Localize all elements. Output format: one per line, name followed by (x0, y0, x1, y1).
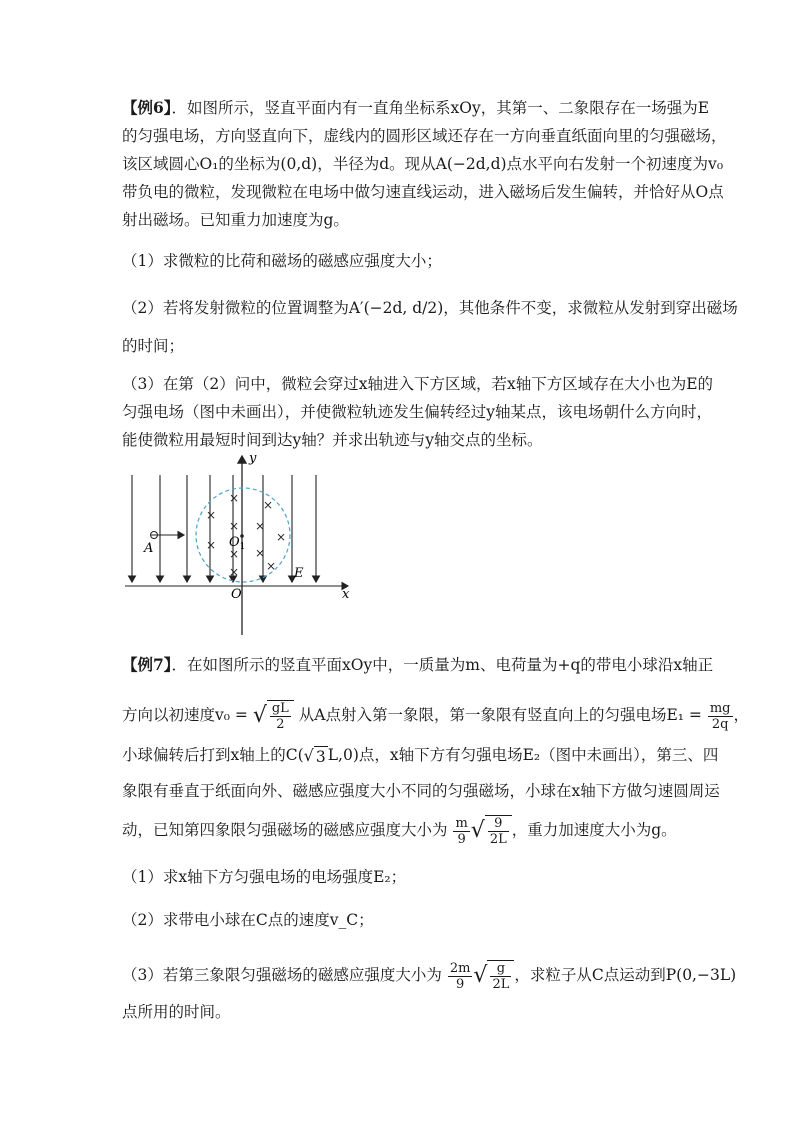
sqrt-3: 3 (315, 747, 326, 766)
ex6-question-1: （1）求微粒的比荷和磁场的磁感应强度大小； (122, 252, 442, 270)
ex7-line-5 (122, 815, 677, 847)
label-origin: O (231, 587, 242, 602)
ex7-question-3 (122, 960, 736, 992)
label-o1: $O_1$ (229, 535, 246, 552)
frac-num: 9 (488, 816, 509, 832)
label-x: x (342, 587, 350, 602)
cross-mark: × (276, 530, 287, 544)
cross-mark: × (263, 498, 274, 512)
ex6-question-2b: 的时间； (122, 337, 185, 355)
frac-num: mg (709, 700, 731, 716)
frac-num: 2m (449, 960, 471, 976)
cross-mark: × (255, 519, 266, 533)
ex6-question-2a: （2）若将发射微粒的位置调整为A′(−2d, d/2)，其他条件不变，求微粒从发射到穿出磁场 (122, 299, 738, 317)
sqrt-sign: √ (252, 703, 267, 728)
cross-mark: × (266, 559, 277, 573)
ex7-text-1: ．在如图所示的竖直平面xOy中，一质量为m、电荷量为+q的带电小球沿x轴正 (171, 656, 714, 674)
ex7-text-3b: L,0)点，x轴下方有匀强电场E₂（图中未画出），第三、四 (327, 746, 719, 764)
frac-m-9 (453, 816, 469, 847)
ex7-line-4: 象限有垂直于纸面向外、磁感应强度大小不同的匀强磁场，小球在x轴下方做匀速圆周运 (122, 782, 720, 800)
ex7-v0-text: 方向以初速度v₀ = (122, 706, 248, 724)
ex7-q3-text-a: （3）若第三象限匀强磁场的磁感应强度大小为 (122, 966, 442, 984)
ex6-line-4: 带负电的微粒，发现微粒在电场中做匀速直线运动，进入磁场后发生偏转，并恰好从O点 (122, 183, 724, 201)
frac-2m-9 (448, 961, 473, 992)
ex7-question-3b: 点所用的时间。 (122, 1003, 231, 1021)
frac-num: m (455, 815, 468, 831)
frac-gl-2 (270, 701, 291, 732)
ex7-question-1: （1）求x轴下方匀强电场的电场强度E₂； (122, 868, 407, 886)
cross-mark: × (229, 547, 240, 561)
ex6-question-3c: 能使微粒用最短时间到达y轴？并求出轨迹与y轴交点的坐标。 (122, 431, 543, 449)
ex6-line-1 (122, 98, 709, 118)
ex6-line-5: 射出磁场。已知重力加速度为g。 (122, 211, 349, 229)
ex7-line-1 (122, 655, 713, 675)
sqrt-sign: √ (473, 963, 488, 988)
cross-mark: × (255, 546, 266, 560)
ex7-line-3 (122, 745, 718, 767)
ex7-text-2: 从A点射入第一象限，第一象限有竖直向上的匀强电场E₁ = (298, 706, 702, 724)
label-a: A (144, 541, 154, 556)
ex6-text-1: ．如图所示，竖直平面内有一直角坐标系xOy，其第一、二象限存在一场强为E (171, 99, 710, 117)
ex6-figure (120, 450, 370, 640)
sqrt-gl-2 (267, 700, 294, 732)
frac-den: 2q (711, 716, 729, 732)
ex7-line-2 (122, 700, 749, 732)
sqrt-9-2l (485, 815, 512, 847)
ex7-title: 【例7】 (122, 655, 172, 674)
cross-mark: × (206, 538, 217, 552)
ex6-line-3: 该区域圆心O₁的坐标为(0,d)，半径为d。现从A(−2d,d)点水平向右发射一个初速度为v₀ (122, 155, 724, 173)
sqrt-sign: √ (470, 818, 485, 843)
ex7-q3-text-b: ，求粒子从C点运动到P(0,−3L) (514, 966, 737, 984)
ex6-line-2: 的匀强电场，方向竖直向下，虚线内的圆形区域还存在一方向垂直纸面向里的匀强磁场， (122, 127, 727, 145)
label-e: E (294, 566, 304, 581)
frac-den: 9 (455, 976, 465, 992)
frac-g-2l (490, 961, 511, 992)
frac-den: 2L (492, 977, 510, 992)
cross-mark: × (206, 508, 217, 522)
center-dot (240, 534, 244, 538)
ex7-text-3a: 小球偏转后打到x轴上的C( (122, 746, 304, 764)
cross-mark: × (229, 491, 240, 505)
ex7-question-2: （2）求带电小球在C点的速度v_C； (122, 911, 374, 929)
sqrt-sign: √ (303, 746, 314, 765)
frac-mg-2q (708, 701, 733, 732)
label-y: y (249, 451, 257, 466)
frac-9-2l (488, 816, 509, 847)
frac-den: 2 (276, 717, 285, 732)
frac-den: 9 (457, 831, 466, 847)
cross-mark: × (229, 519, 240, 533)
ex7-text-5a: 动，已知第四象限匀强磁场的磁感应强度大小为 (122, 821, 448, 839)
ex6-title: 【例6】 (122, 98, 172, 117)
frac-num: gL (271, 701, 289, 716)
ex7-text-5b: ，重力加速度大小为g。 (511, 821, 677, 839)
ex6-question-3a: （3）在第（2）问中，微粒会穿过x轴进入下方区域，若x轴下方区域存在大小也为E的 (122, 375, 714, 393)
frac-num: g (490, 961, 511, 977)
ex7-text-2-end: ， (733, 706, 750, 724)
sqrt-g-2l (487, 960, 514, 992)
ex6-question-3b: 匀强电场（图中未画出），并使微粒轨迹发生偏转经过y轴某点，该电场朝什么方向时， (122, 403, 713, 421)
frac-den: 2L (489, 832, 507, 847)
cross-mark: × (229, 565, 240, 579)
